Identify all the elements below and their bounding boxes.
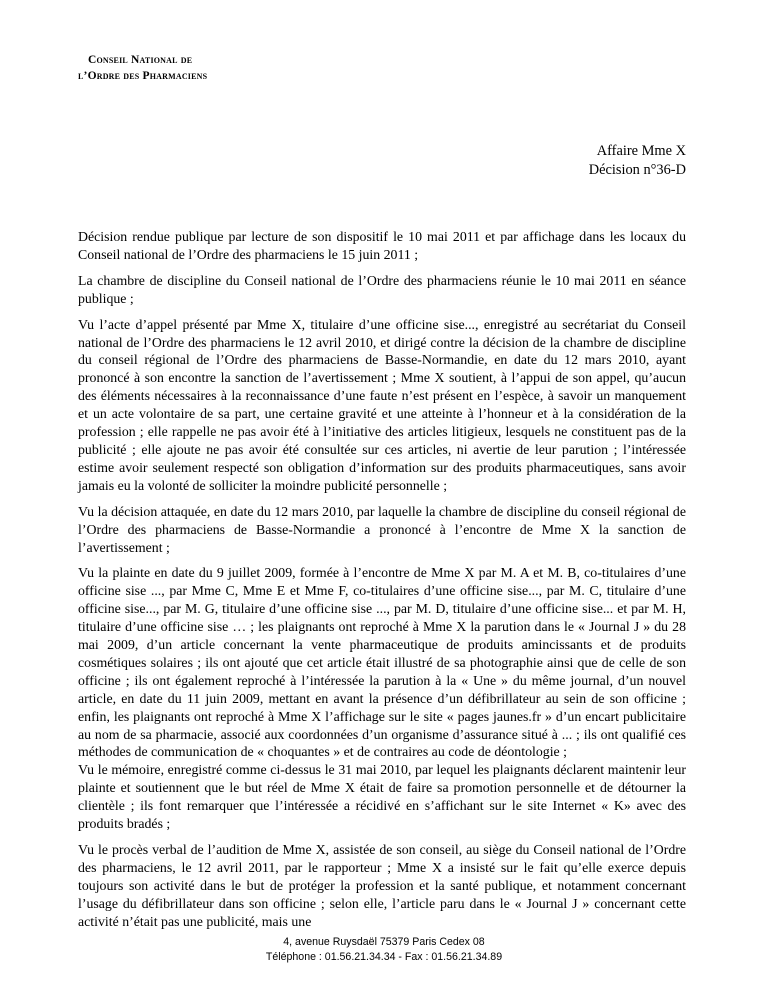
page-footer [0,935,768,965]
paragraph-publication: Décision rendue publique par lecture de son dispositif le 10 mai 2011 et par affichage dans les locaux du Conseil national de l’Ordre des pharmaciens le 15 juin 2011 ; [78,229,686,262]
letterhead-line-2: l’Ordre des Pharmaciens [78,70,208,82]
document-body [78,228,686,939]
letterhead-line-1: Conseil National de [88,54,193,66]
case-affaire: Affaire Mme X [596,143,686,159]
paragraph-appeal: Vu l’acte d’appel présenté par Mme X, titulaire d’une officine sise..., enregistré au secrétariat du Conseil national de l’Ordre des pharmaciens le 12 avril 2010, et dirigé contre la décision de la chambre de discipline du conseil régional de l’Ordre des pharmaciens de Basse-Normandie, en date du 12 mars 2010, ayant prononcé à son encontre la sanction de l’avertissement ; Mme X soutient, à l’appui de son appel, qu’aucun des éléments nécessaires à la reconnaissance d’une faute n’est présent en l’espèce, à savoir un manquement et un acte volontaire de sa part, une certaine gravité et une atteinte à l’honneur et à la considération de la profession ; elle rappelle ne pas avoir été à l’initiative des articles litigieux, lesquels ne constituent pas de la publicité ; elle ajoute ne pas avoir été consultée sur ces articles, ni avertie de leur parution ; l’intéressée estime avoir seulement respecté son obligation d’information sur des produits pharmaceutiques, sans avoir jamais eu la volonté de solliciter la moindre publicité personnelle ; [78,316,686,493]
footer-phone-fax: Téléphone : 01.56.21.34.34 - Fax : 01.56.21.34.89 [265,951,503,963]
paragraph-memoire: Vu le mémoire, enregistré comme ci-dessus le 31 mai 2010, par lequel les plaignants déclarent maintenir leur plainte et soutiennent que le but réel de Mme X était de faire sa promotion personnelle et de détourner la clientèle ; ils font remarquer que l’intéressée a récidivé en s’affichant sur le site Internet « K» avec des produits bradés ; [78,762,686,832]
paragraph-complaint: Vu la plainte en date du 9 juillet 2009, formée à l’encontre de Mme X par M. A et M. B, co-titulaires d’une officine sise ..., par Mme C, Mme E et Mme F, co-titulaires d’une officine sise..., par M. C, titulaire d’une officine sise..., par M. G, titulaire d’une officine sise ..., par M. D, titulaire d’une officine sise... et par M. H, titulaire d’une officine sise … ; les plaignants ont reproché à Mme X la parution dans le « Journal J » du 28 mai 2009, d’un article concernant la vente pharmaceutique de produits amincissants et de produits cosmétiques solaires ; ils ont ajouté que cet article était illustré de sa photographie ainsi que de celle de son officine ; ils ont également reproché à l’intéressée la parution à la « Une » du même journal, d’un nouvel article, en date du 11 juin 2009, mettant en avant la présence d’un défibrillateur au sein de son officine ; enfin, les plaignants ont reproché à Mme X l’affichage sur le site « pages jaunes.fr » d’un encart publicitaire au nom de sa pharmacie, associé aux coordonnées d’un organisme d’assurance situé à ... ; ils ont qualifié ces méthodes de communication de « choquantes » et de contraires au code de déontologie ; [78,565,686,760]
case-decision-number: Décision n°36-D [588,162,686,178]
paragraph-hearing: Vu le procès verbal de l’audition de Mme X, assistée de son conseil, au siège du Conseil national de l’Ordre des pharmaciens, le 12 avril 2011, par le rapporteur ; Mme X a insisté sur le fait qu’elle exerce depuis toujours son activité dans le but de protéger la profession et la santé publique, et notamment concernant l’usage du défibrillateur dans son officine ; selon elle, l’article paru dans le « Journal J » concernant cette activité n’était pas une publicité, mais une [78,842,686,929]
letterhead [78,52,207,84]
paragraph-contested-decision: Vu la décision attaquée, en date du 12 mars 2010, par laquelle la chambre de discipline du conseil régional de l’Ordre des pharmaciens de Basse-Normandie a prononcé à l’encontre de Mme X la sanction de l’avertissement ; [78,503,686,555]
case-reference [589,142,686,180]
footer-address: 4, avenue Ruysdaël 75379 Paris Cedex 08 [283,936,485,948]
paragraph-chamber: La chambre de discipline du Conseil national de l’Ordre des pharmaciens réunie le 10 mai 2011 en séance publique ; [78,272,686,306]
